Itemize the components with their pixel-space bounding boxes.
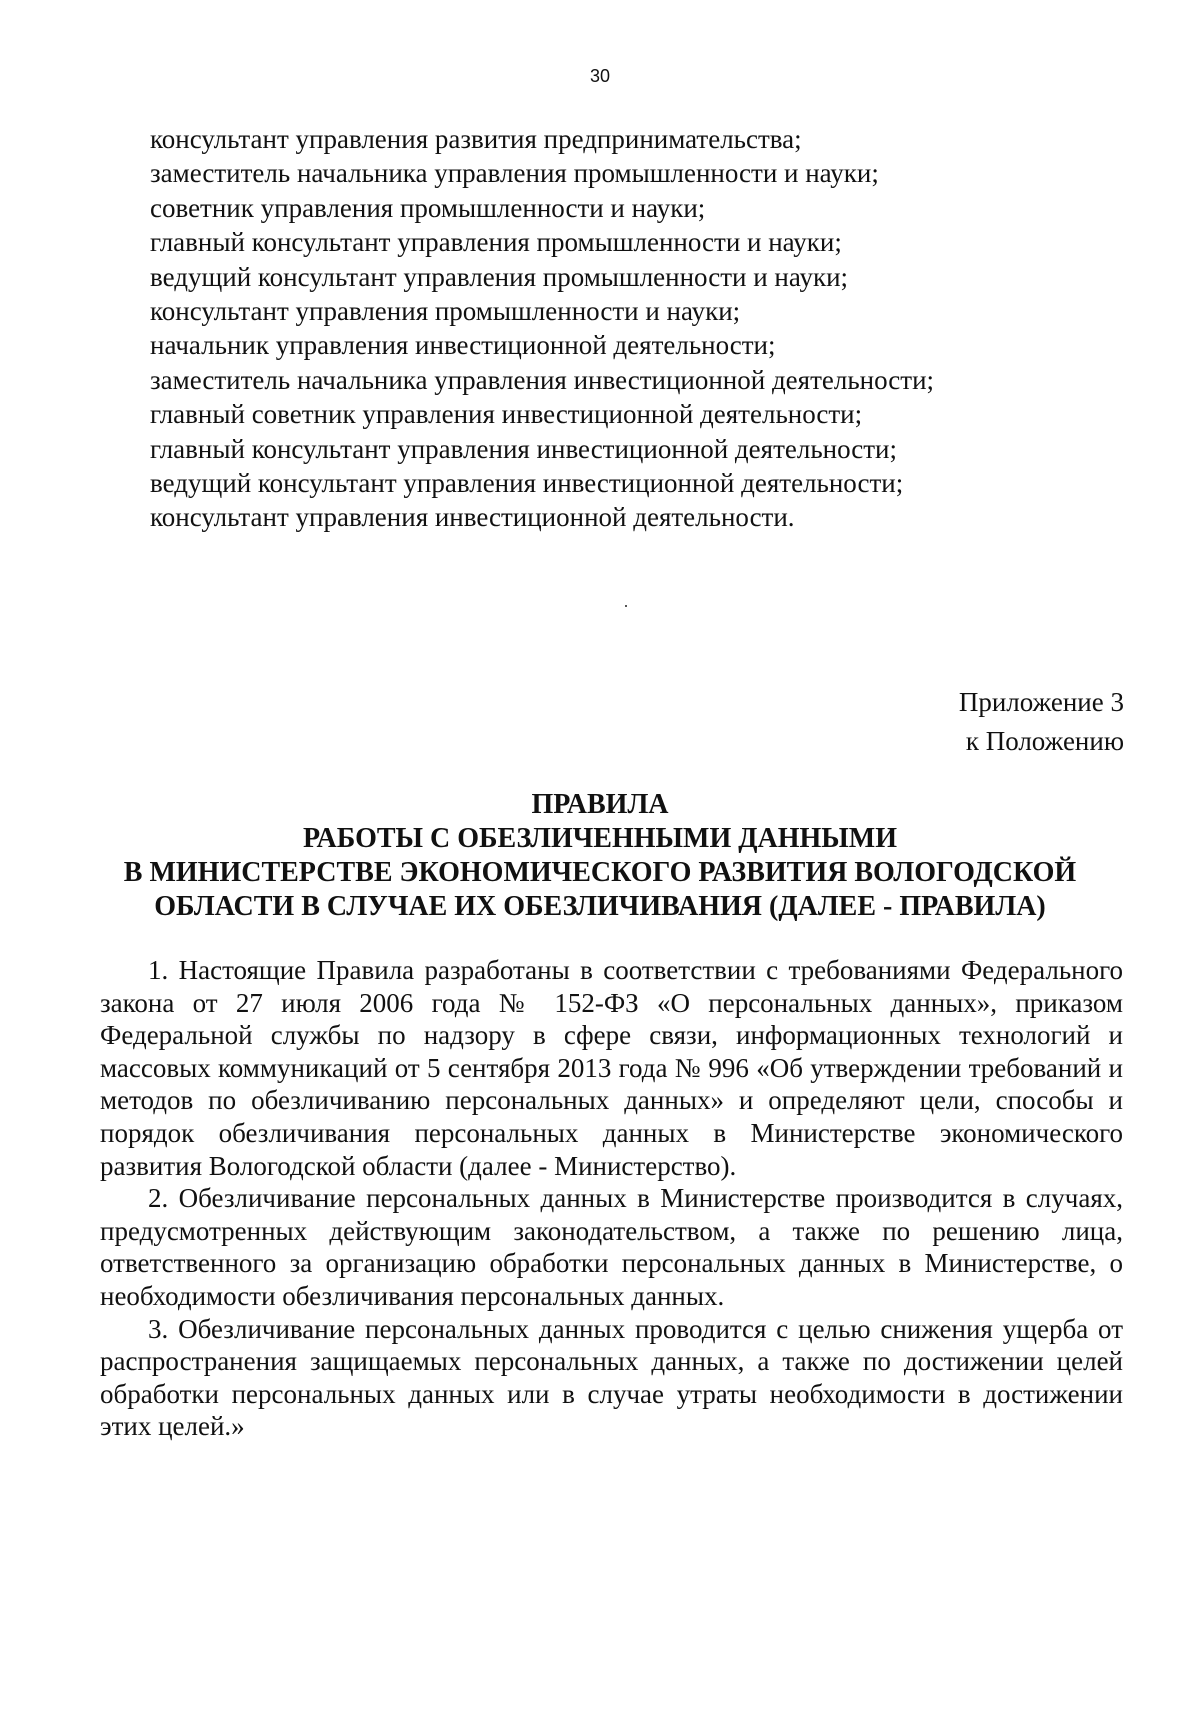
list-item: консультант управления промышленности и науки; <box>150 296 741 327</box>
document-heading <box>0 788 1200 924</box>
position-list <box>150 122 1110 535</box>
heading-line: ОБЛАСТИ В СЛУЧАЕ ИХ ОБЕЗЛИЧИВАНИЯ (ДАЛЕЕ - ПРАВИЛА) <box>154 891 1046 922</box>
list-item: главный советник управления инвестиционной деятельности; <box>150 399 863 430</box>
appendix-line: Приложение 3 <box>958 687 1124 717</box>
list-item: заместитель начальника управления промышленности и науки; <box>150 158 879 189</box>
paragraph: 1. Настоящие Правила разработаны в соответствии с требованиями Федерального закона от 27 июля 2006 года № 152-ФЗ «О персональных данных», приказом Федеральной службы по надзору в сфере связи, информационных технологий и массовых коммуникаций от 5 сентября 2013 года № 996 «Об утверждении требований и методов по обезличиванию персональных данных» и определяют цели, способы и порядок обезличивания персональных данных в Министерстве экономического развития Вологодской области (далее - Министерство). <box>100 955 1123 1181</box>
heading-line: ПРАВИЛА <box>531 789 669 820</box>
heading-line: В МИНИСТЕРСТВЕ ЭКОНОМИЧЕСКОГО РАЗВИТИЯ ВОЛОГОДСКОЙ <box>123 857 1077 888</box>
list-item: ведущий консультант управления инвестиционной деятельности; <box>150 468 904 499</box>
list-item: заместитель начальника управления инвестиционной деятельности; <box>150 364 935 395</box>
paragraph: 2. Обезличивание персональных данных в Министерстве производится в случаях, предусмотренных действующим законодательством, а также по решению лица, ответственного за организацию обработки персональных данных в Министерстве, о необходимости обезличивания персональных данных. <box>100 1183 1123 1311</box>
appendix-label <box>959 683 1124 761</box>
list-item: главный консультант управления промышленности и науки; <box>150 227 842 258</box>
list-item: главный консультант управления инвестиционной деятельности; <box>150 433 897 464</box>
list-item: советник управления промышленности и науки; <box>150 192 706 223</box>
list-item: ведущий консультант управления промышленности и науки; <box>150 261 849 292</box>
list-item: консультант управления инвестиционной деятельности. <box>150 502 795 533</box>
scan-speck <box>625 605 627 607</box>
appendix-line: к Положению <box>965 726 1124 756</box>
page-number: 30 <box>589 66 611 86</box>
paragraph: 3. Обезличивание персональных данных проводится с целью снижения ущерба от распространения защищаемых персональных данных, а также по достижении целей обработки персональных данных или в случае утраты необходимости в достижении этих целей.» <box>100 1313 1123 1442</box>
list-item: начальник управления инвестиционной деятельности; <box>150 330 776 361</box>
heading-line: РАБОТЫ С ОБЕЗЛИЧЕННЫМИ ДАННЫМИ <box>303 823 897 854</box>
list-item: консультант управления развития предпринимательства; <box>150 124 802 154</box>
document-body <box>100 954 1123 1443</box>
